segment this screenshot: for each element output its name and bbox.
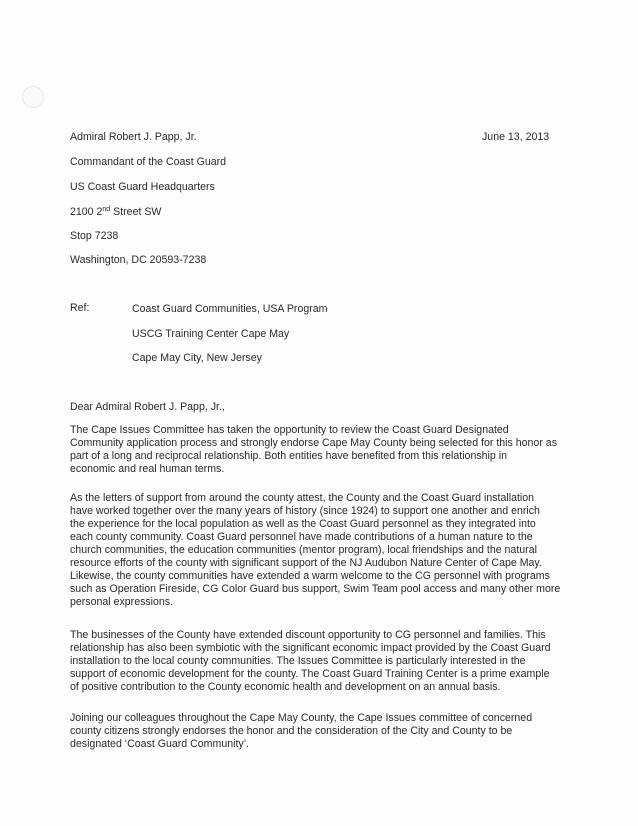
- paragraph-line: have worked together over the many years of history (since 1924) to support one another and enrich: [70, 505, 540, 517]
- paragraph-closing: [70, 712, 570, 751]
- paragraph-line: relationship has also been symbiotic with the significant economic impact provided by the Coast Guard: [70, 642, 551, 654]
- paragraph-line: of positive contribution to the County economic health and development on an annual basis.: [70, 681, 501, 693]
- paragraph-line: resource efforts of the county with significant support of the NJ Audubon Nature Center of Cape May.: [70, 557, 542, 569]
- paragraph-line: such as Operation Fireside, CG Color Guard bus support, Swim Team pool access and many other more: [70, 583, 561, 595]
- paragraph-line: personal expressions.: [70, 596, 174, 608]
- paragraph-line: installation to the local county communities. The Issues Committee is particularly interested in the: [70, 655, 526, 667]
- recipient-street: [70, 206, 161, 219]
- paragraph-line: the experience for the local population as well as the Coast Guard personnel as they integrated into: [70, 518, 536, 530]
- paragraph-line: each county community. Coast Guard personnel have made contributions of a human nature to the: [70, 531, 533, 543]
- paragraph-businesses: [70, 629, 570, 694]
- paragraph-line: church communities, the education communities (mentor program), local friendships and the natural: [70, 544, 537, 556]
- paragraph-line: economic and real human terms.: [70, 463, 225, 475]
- paragraph-line: Community application process and strongly endorse Cape May County being selected for this honor as: [70, 437, 557, 449]
- ref-line-program: Coast Guard Communities, USA Program: [132, 303, 328, 315]
- paragraph-line: As the letters of support from around the county attest, the County and the Coast Guard installation: [70, 492, 535, 504]
- paragraph-line: support of economic development for the county. The Coast Guard Training Center is a prime example: [70, 668, 550, 680]
- salutation: Dear Admiral Robert J. Papp, Jr.,: [70, 401, 225, 413]
- street-number: 2100 2: [70, 206, 103, 218]
- paragraph-line: county citizens strongly endorses the honor and the consideration of the City and County to be: [70, 725, 513, 737]
- street-name: Street SW: [110, 206, 162, 218]
- paragraph-endorsement: [70, 424, 570, 476]
- recipient-name: Admiral Robert J. Papp, Jr.: [70, 131, 197, 143]
- recipient-title: Commandant of the Coast Guard: [70, 156, 227, 168]
- letter-date: June 13, 2013: [482, 131, 550, 143]
- recipient-stop: Stop 7238: [70, 230, 119, 242]
- punch-hole-mark: [22, 86, 44, 108]
- paragraph-history: [70, 492, 570, 609]
- street-ordinal-suffix: nd: [102, 206, 111, 213]
- ref-line-city: Cape May City, New Jersey: [132, 352, 262, 364]
- paragraph-line: The Cape Issues Committee has taken the opportunity to review the Coast Guard Designated: [70, 424, 509, 436]
- paragraph-line: Likewise, the county communities have extended a warm welcome to the CG personnel with programs: [70, 570, 550, 582]
- paragraph-line: Joining our colleagues throughout the Cape May County, the Cape Issues committee of concerned: [70, 712, 533, 724]
- paragraph-line: The businesses of the County have extended discount opportunity to CG personnel and families. This: [70, 629, 546, 641]
- recipient-city: Washington, DC 20593-7238: [70, 254, 207, 266]
- ref-label: Ref:: [70, 302, 90, 314]
- paragraph-line: part of a long and reciprocal relationship. Both entities have benefited from this relationship in: [70, 450, 507, 462]
- recipient-org: US Coast Guard Headquarters: [70, 181, 215, 193]
- ref-line-training-center: USCG Training Center Cape May: [132, 328, 290, 340]
- paragraph-line: designated ‘Coast Guard Community’.: [70, 738, 250, 750]
